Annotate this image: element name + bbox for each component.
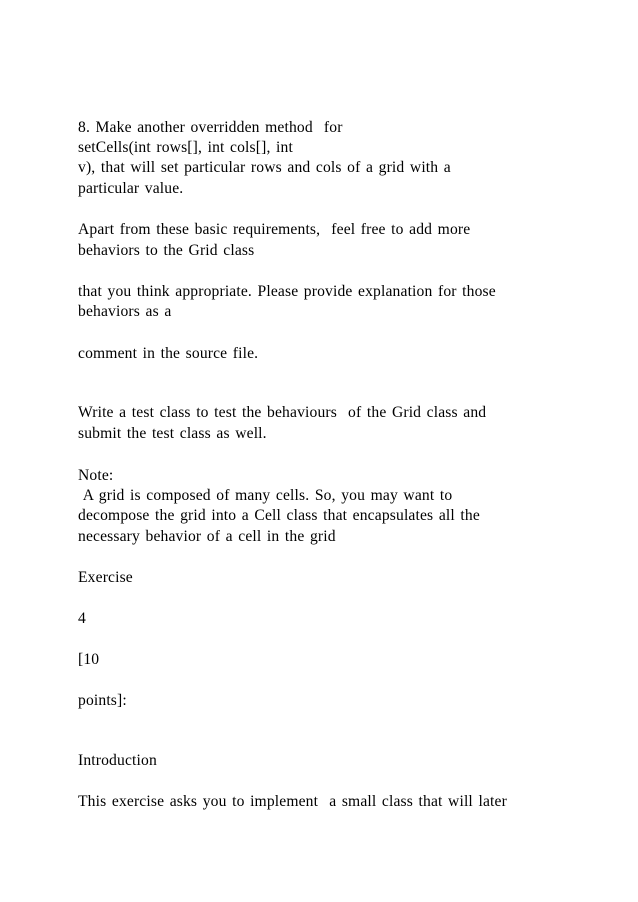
text-line: Write a test class to test the behaviours of the Grid class and <box>78 404 487 421</box>
text-line: behaviors to the Grid class <box>78 242 255 259</box>
text-line: Introduction <box>78 752 157 769</box>
text-line: Exercise <box>78 569 133 586</box>
text-line: v), that will set particular rows and cols of a grid with a <box>78 159 451 176</box>
text-line: [10 <box>78 651 100 668</box>
text-line: comment in the source file. <box>78 345 259 362</box>
text-line: Note: <box>78 467 114 484</box>
text-line: particular value. <box>78 180 184 197</box>
text-line: setCells(int rows[], int cols[], int <box>78 139 293 156</box>
text-line: decompose the grid into a Cell class that encapsulates all the <box>78 507 480 524</box>
text-line: This exercise asks you to implement a small class that will later <box>78 793 507 810</box>
text-line: submit the test class as well. <box>78 425 267 442</box>
text-line: A grid is composed of many cells. So, you may want to <box>78 487 453 504</box>
text-line: that you think appropriate. Please provide explanation for those <box>78 283 496 300</box>
text-line: 8. Make another overridden method for <box>78 119 343 136</box>
text-line: behaviors as a <box>78 303 172 320</box>
text-line: points]: <box>78 692 127 709</box>
text-line: Apart from these basic requirements, feel free to add more <box>78 221 471 238</box>
text-line: necessary behavior of a cell in the grid <box>78 528 336 545</box>
text-line: 4 <box>78 610 86 627</box>
